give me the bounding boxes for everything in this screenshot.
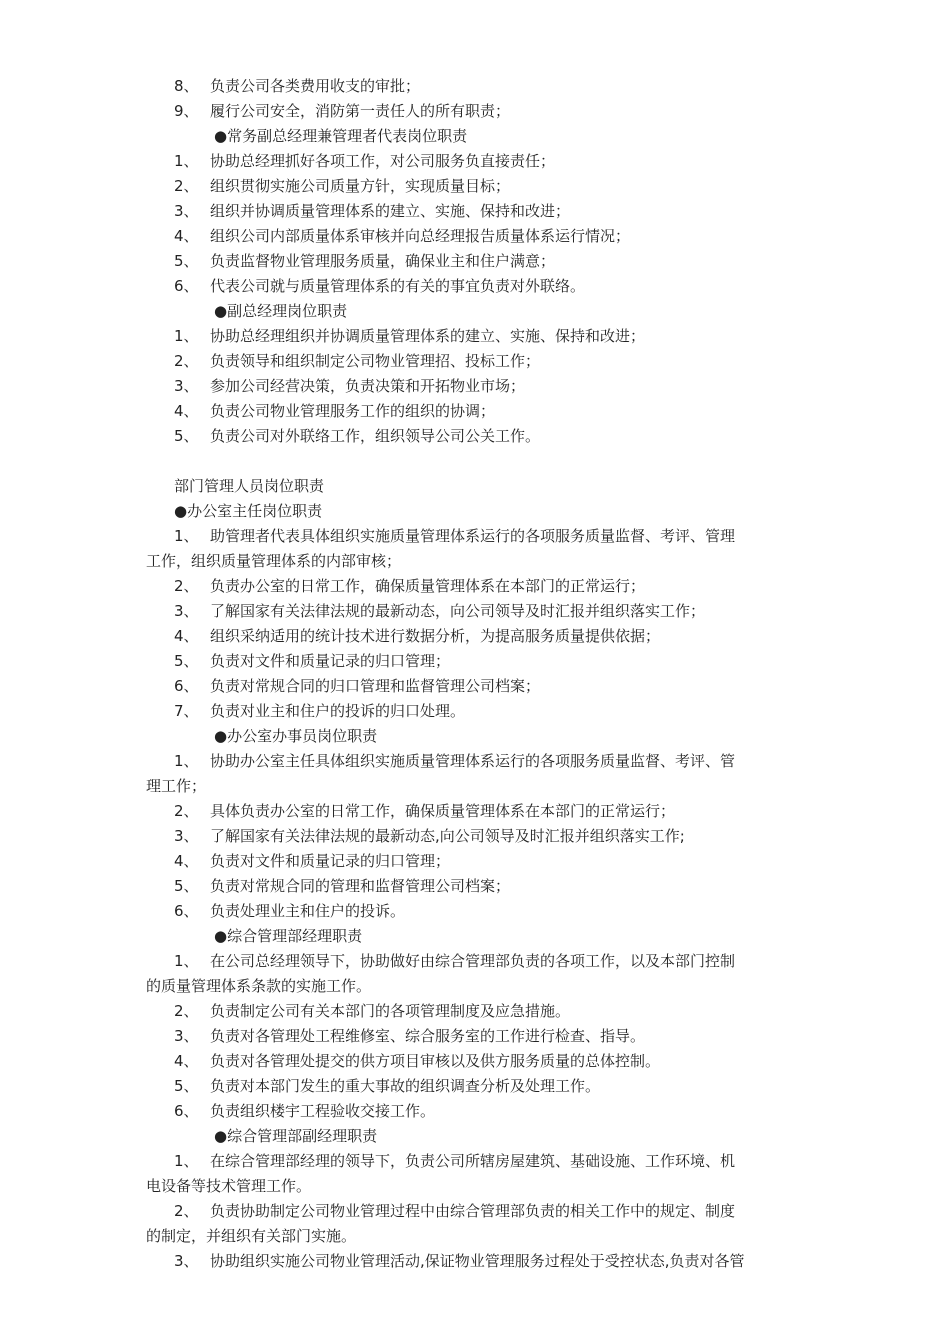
- item-text: 负责对本部门发生的重大事故的组织调查分析及处理工作。: [210, 1077, 601, 1095]
- item-text: 负责处理业主和住户的投诉。: [210, 902, 406, 920]
- item-text: 负责组织楼宇工程验收交接工作。: [210, 1102, 436, 1120]
- item-text: 负责制定公司有关本部门的各项管理制度及应急措施。: [210, 1002, 571, 1020]
- item-text: 负责公司各类费用收支的审批；: [210, 77, 421, 95]
- item-number: 3、: [174, 602, 199, 620]
- section-heading-text: ●常务副总经理兼管理者代表岗位职责: [214, 127, 468, 145]
- item-number: 3、: [174, 1252, 199, 1270]
- item-text: 负责对文件和质量记录的归口管理；: [210, 852, 451, 870]
- item-text: 负责对各管理处提交的供方项目审核以及供方服务质量的总体控制。: [210, 1052, 661, 1070]
- item-text: 助管理者代表具体组织实施质量管理体系运行的各项服务质量监督、考评、管理: [210, 527, 736, 545]
- item-text: 组织采纳适用的统计技术进行数据分析，为提高服务质量提供依据；: [210, 627, 661, 645]
- item-text: 具体负责办公室的日常工作，确保质量管理体系在本部门的正常运行；: [210, 802, 676, 820]
- item-number: 6、: [174, 677, 199, 695]
- item-text: 组织并协调质量管理体系的建立、实施、保持和改进；: [210, 202, 571, 220]
- item-text: 在公司总经理领导下，协助做好由综合管理部负责的各项工作，以及本部门控制: [210, 952, 736, 970]
- item-number: 1、: [174, 527, 199, 545]
- item-text: 负责对常规合同的归口管理和监督管理公司档案；: [210, 677, 541, 695]
- section-heading-text: ●综合管理部经理职责: [214, 927, 363, 945]
- item-text: 工作，组织质量管理体系的内部审核；: [146, 552, 402, 570]
- item-number: 1、: [174, 327, 199, 345]
- item-text: 了解国家有关法律法规的最新动态，向公司领导及时汇报并组织落实工作；: [210, 602, 706, 620]
- section-heading-text: ●副总经理岗位职责: [214, 302, 348, 320]
- item-number: 4、: [174, 852, 199, 870]
- item-text: 负责对各管理处工程维修室、综合服务室的工作进行检查、指导。: [210, 1027, 646, 1045]
- item-number: 4、: [174, 627, 199, 645]
- item-text: 参加公司经营决策，负责决策和开拓物业市场；: [210, 377, 526, 395]
- item-text: 组织公司内部质量体系审核并向总经理报告质量体系运行情况；: [210, 227, 631, 245]
- section-heading-text: ●办公室主任岗位职责: [174, 502, 323, 520]
- item-number: 5、: [174, 877, 199, 895]
- item-number: 3、: [174, 1027, 199, 1045]
- item-text: 组织贯彻实施公司质量方针，实现质量目标；: [210, 177, 511, 195]
- item-text: 协助总经理抓好各项工作，对公司服务负直接责任；: [210, 152, 556, 170]
- item-number: 3、: [174, 827, 199, 845]
- item-number: 1、: [174, 752, 199, 770]
- item-text: 的质量管理体系条款的实施工作。: [146, 977, 372, 995]
- item-number: 2、: [174, 177, 199, 195]
- item-number: 5、: [174, 1077, 199, 1095]
- item-number: 5、: [174, 252, 199, 270]
- item-text: 的制定，并组织有关部门实施。: [146, 1227, 357, 1245]
- item-text: 负责监督物业管理服务质量，确保业主和住户满意；: [210, 252, 556, 270]
- item-number: 1、: [174, 152, 199, 170]
- item-number: 1、: [174, 952, 199, 970]
- item-text: 履行公司安全，消防第一责任人的所有职责；: [210, 102, 511, 120]
- item-text: 代表公司就与质量管理体系的有关的事宜负责对外联络。: [210, 277, 586, 295]
- item-text: 协助办公室主任具体组织实施质量管理体系运行的各项服务质量监督、考评、管: [210, 752, 736, 770]
- item-number: 3、: [174, 202, 199, 220]
- item-number: 5、: [174, 427, 199, 445]
- item-number: 4、: [174, 1052, 199, 1070]
- item-text: 负责对常规合同的管理和监督管理公司档案；: [210, 877, 511, 895]
- item-number: 5、: [174, 652, 199, 670]
- item-number: 4、: [174, 227, 199, 245]
- item-text: 负责公司物业管理服务工作的组织的协调；: [210, 402, 496, 420]
- item-text: 在综合管理部经理的领导下，负责公司所辖房屋建筑、基础设施、工作环境、机: [210, 1152, 736, 1170]
- item-text: 负责办公室的日常工作，确保质量管理体系在本部门的正常运行；: [210, 577, 646, 595]
- item-text: 负责公司对外联络工作，组织领导公司公关工作。: [210, 427, 541, 445]
- item-number: 6、: [174, 1102, 199, 1120]
- item-number: 8、: [174, 77, 199, 95]
- section-heading-text: ●综合管理部副经理职责: [214, 1127, 378, 1145]
- item-number: 1、: [174, 1152, 199, 1170]
- item-number: 6、: [174, 277, 199, 295]
- item-number: 4、: [174, 402, 199, 420]
- item-text: 负责对业主和住户的投诉的归口处理。: [210, 702, 466, 720]
- item-text: 负责对文件和质量记录的归口管理；: [210, 652, 451, 670]
- item-number: 6、: [174, 902, 199, 920]
- item-text: 协助总经理组织并协调质量管理体系的建立、实施、保持和改进；: [210, 327, 646, 345]
- item-number: 3、: [174, 377, 199, 395]
- section-heading-text: ●办公室办事员岗位职责: [214, 727, 378, 745]
- item-number: 2、: [174, 577, 199, 595]
- item-text: 协助组织实施公司物业管理活动,保证物业管理服务过程处于受控状态,负责对各管: [210, 1252, 745, 1270]
- item-number: 2、: [174, 352, 199, 370]
- item-text: 了解国家有关法律法规的最新动态,向公司领导及时汇报并组织落实工作;: [210, 827, 685, 845]
- item-number: 2、: [174, 802, 199, 820]
- item-text: 电设备等技术管理工作。: [146, 1177, 312, 1195]
- item-text: 负责领导和组织制定公司物业管理招、投标工作；: [210, 352, 541, 370]
- item-text: 理工作；: [146, 777, 207, 795]
- chapter-heading-text: 部门管理人员岗位职责: [174, 477, 325, 495]
- item-number: 2、: [174, 1002, 199, 1020]
- item-number: 2、: [174, 1202, 199, 1220]
- item-number: 7、: [174, 702, 199, 720]
- item-number: 9、: [174, 102, 199, 120]
- item-text: 负责协助制定公司物业管理过程中由综合管理部负责的相关工作中的规定、制度: [210, 1202, 736, 1220]
